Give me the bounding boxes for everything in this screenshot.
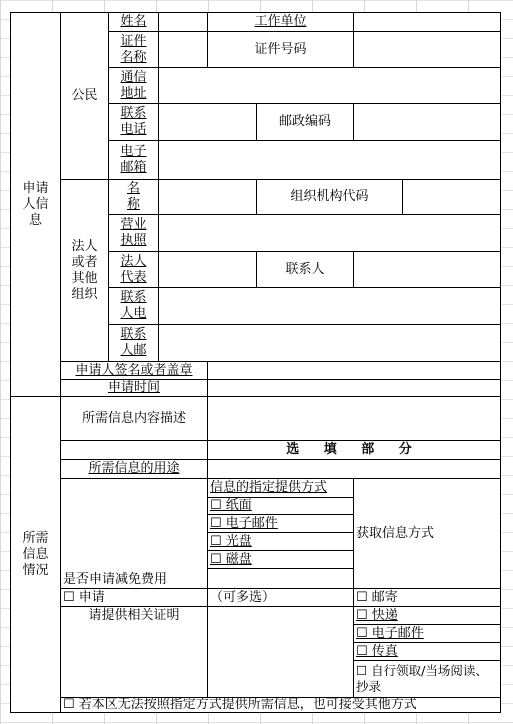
citizen-label: 公民: [60, 12, 109, 180]
org-name-cell[interactable]: [158, 179, 257, 215]
retrieval-email-checkbox[interactable]: ☐ 电子邮件: [353, 624, 501, 643]
phone-cell[interactable]: [158, 103, 257, 141]
postcode-label: 邮政编码: [256, 103, 354, 141]
postcode-cell[interactable]: [353, 103, 501, 141]
address-cell[interactable]: [158, 67, 501, 104]
multi-select-blank-cell: [207, 606, 354, 698]
required-info-section-label: 所需 信息 情况: [10, 396, 61, 713]
contact-person-label: 联系人: [256, 251, 354, 288]
contact-person-cell[interactable]: [353, 251, 501, 288]
legal-rep-label: 法人 代表: [108, 251, 159, 288]
format-paper-checkbox[interactable]: ☐ 纸面: [207, 497, 354, 515]
format-email-checkbox[interactable]: ☐ 电子邮件: [207, 514, 354, 533]
contact-phone-label: 联系 人电: [108, 287, 159, 325]
email-label: 电子 邮箱: [108, 140, 159, 180]
proof-label: 请提供相关证明: [88, 608, 180, 623]
phone-label: 联系 电话: [108, 103, 159, 141]
retrieval-title: 获取信息方式: [353, 478, 501, 589]
retrieval-self-pickup-checkbox[interactable]: ☐ 自行领取/当场阅读、抄录: [353, 660, 501, 698]
fee-waiver-label: 是否申请减免费用: [60, 478, 208, 589]
multi-select-note: （可多选）: [207, 588, 354, 607]
contact-email-cell[interactable]: [158, 324, 501, 362]
legal-rep-cell[interactable]: [158, 251, 257, 288]
description-label: 所需信息内容描述: [60, 396, 208, 441]
purpose-label: 所需信息的用途: [60, 459, 208, 479]
email-cell[interactable]: [158, 140, 501, 180]
id-type-cell[interactable]: [158, 31, 208, 68]
work-unit-cell[interactable]: [353, 12, 501, 32]
signature-cell[interactable]: [207, 361, 501, 380]
name-label: 姓名: [108, 12, 159, 32]
application-date-label: 申请时间: [60, 379, 208, 397]
org-code-label: 组织机构代码: [256, 179, 403, 215]
retrieval-express-checkbox[interactable]: ☐ 快递: [353, 606, 501, 625]
license-cell[interactable]: [158, 214, 501, 252]
org-name-label: 名 称: [108, 179, 159, 215]
retrieval-mail-checkbox[interactable]: ☐ 邮寄: [353, 588, 501, 607]
accept-other-method-checkbox[interactable]: ☐ 若本区无法按照指定方式提供所需信息，也可接受其他方式: [60, 697, 501, 713]
license-label: 营业 执照: [108, 214, 159, 252]
id-type-label: 证件 名称: [108, 31, 159, 68]
purpose-cell[interactable]: [207, 459, 501, 479]
contact-phone-cell[interactable]: [158, 287, 501, 325]
format-disk-checkbox[interactable]: ☐ 磁盘: [207, 550, 354, 569]
proof-cell: [60, 606, 208, 698]
apply-waiver-checkbox[interactable]: ☐ 申请: [60, 588, 208, 607]
name-cell[interactable]: [158, 12, 208, 32]
retrieval-fax-checkbox[interactable]: ☐ 传真: [353, 642, 501, 661]
id-number-label: 证件号码: [207, 31, 354, 68]
id-number-cell[interactable]: [353, 31, 501, 68]
format-cd-checkbox[interactable]: ☐ 光盘: [207, 532, 354, 551]
format-title: 信息的指定提供方式: [207, 478, 354, 498]
applicant-info-section-label: 申请 人信 息: [10, 12, 61, 397]
optional-section-header: 选 填 部 分: [207, 440, 501, 460]
description-cell[interactable]: [207, 396, 501, 441]
signature-label: 申请人签名或者盖章: [60, 361, 208, 380]
application-date-cell[interactable]: [207, 379, 501, 397]
legal-entity-label: 法人 或者 其他 组织: [60, 179, 109, 362]
optional-header-left: [60, 440, 208, 460]
org-code-cell[interactable]: [402, 179, 501, 215]
work-unit-label: 工作单位: [207, 12, 354, 32]
format-blank-cell: [207, 568, 354, 589]
address-label: 通信 地址: [108, 67, 159, 104]
contact-email-label: 联系 人邮: [108, 324, 159, 362]
